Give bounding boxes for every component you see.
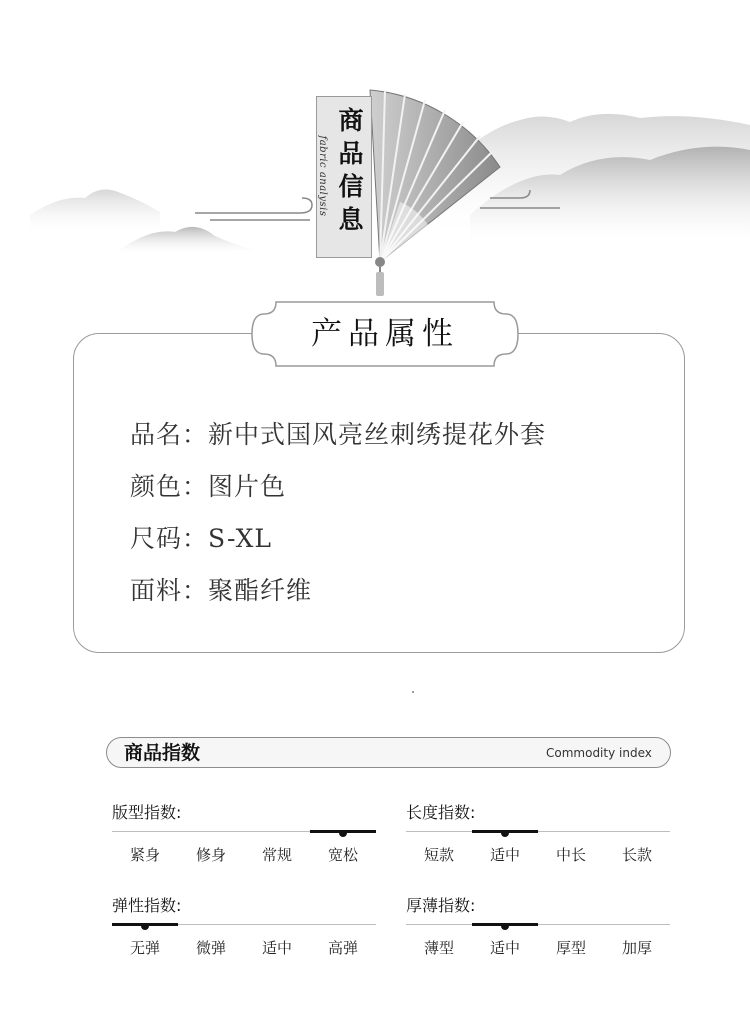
option-item: 微弹 <box>195 939 226 957</box>
group-scale-line <box>406 924 670 925</box>
ink-landscape-illustration <box>0 0 750 300</box>
option-item: 短款 <box>423 846 454 864</box>
index-subtitle: Commodity index <box>546 746 652 760</box>
selected-marker <box>472 923 538 926</box>
group-label: 长度指数: <box>406 803 476 822</box>
index-group-thickness <box>406 895 670 970</box>
attributes-title-plaque <box>248 298 522 370</box>
group-label: 弹性指数: <box>112 896 182 915</box>
option-item: 高弹 <box>327 939 358 957</box>
option-item: 薄型 <box>423 939 454 957</box>
index-title: 商品指数 <box>124 742 201 764</box>
option-item: 中长 <box>555 846 586 864</box>
index-group-fit <box>112 802 376 877</box>
option-item: 紧身 <box>129 846 160 864</box>
attribute-row-size: 尺码：S-XL <box>130 524 272 553</box>
index-group-elasticity <box>112 895 376 970</box>
option-item: 修身 <box>195 846 226 864</box>
option-item: 适中 <box>489 846 520 864</box>
attribute-row-color: 颜色：图片色 <box>130 472 287 501</box>
option-item: 适中 <box>489 939 520 957</box>
option-item: 加厚 <box>621 939 652 957</box>
option-item: 无弹 <box>129 939 160 957</box>
attribute-row-name: 品名：新中式国风亮丝刺绣提花外套 <box>130 420 547 449</box>
selected-marker <box>472 830 538 833</box>
index-group-length <box>406 802 670 877</box>
decorative-dot <box>412 691 414 693</box>
option-item: 长款 <box>621 846 652 864</box>
option-item: 常规 <box>261 846 292 864</box>
option-item: 厚型 <box>555 939 586 957</box>
option-item: 适中 <box>261 939 292 957</box>
attribute-row-material: 面料：聚酯纤维 <box>130 576 313 605</box>
attributes-title: 产品属性 <box>311 316 459 352</box>
selected-marker <box>112 923 178 926</box>
group-label: 版型指数: <box>112 803 182 822</box>
option-item: 宽松 <box>327 846 358 864</box>
hero-illustration <box>0 0 750 300</box>
vertical-subtitle: fabric analysis <box>317 135 328 217</box>
group-label: 厚薄指数: <box>406 896 476 915</box>
selected-marker <box>310 830 376 833</box>
vertical-title: 商品信息 <box>338 106 364 234</box>
group-scale-line <box>406 831 670 832</box>
